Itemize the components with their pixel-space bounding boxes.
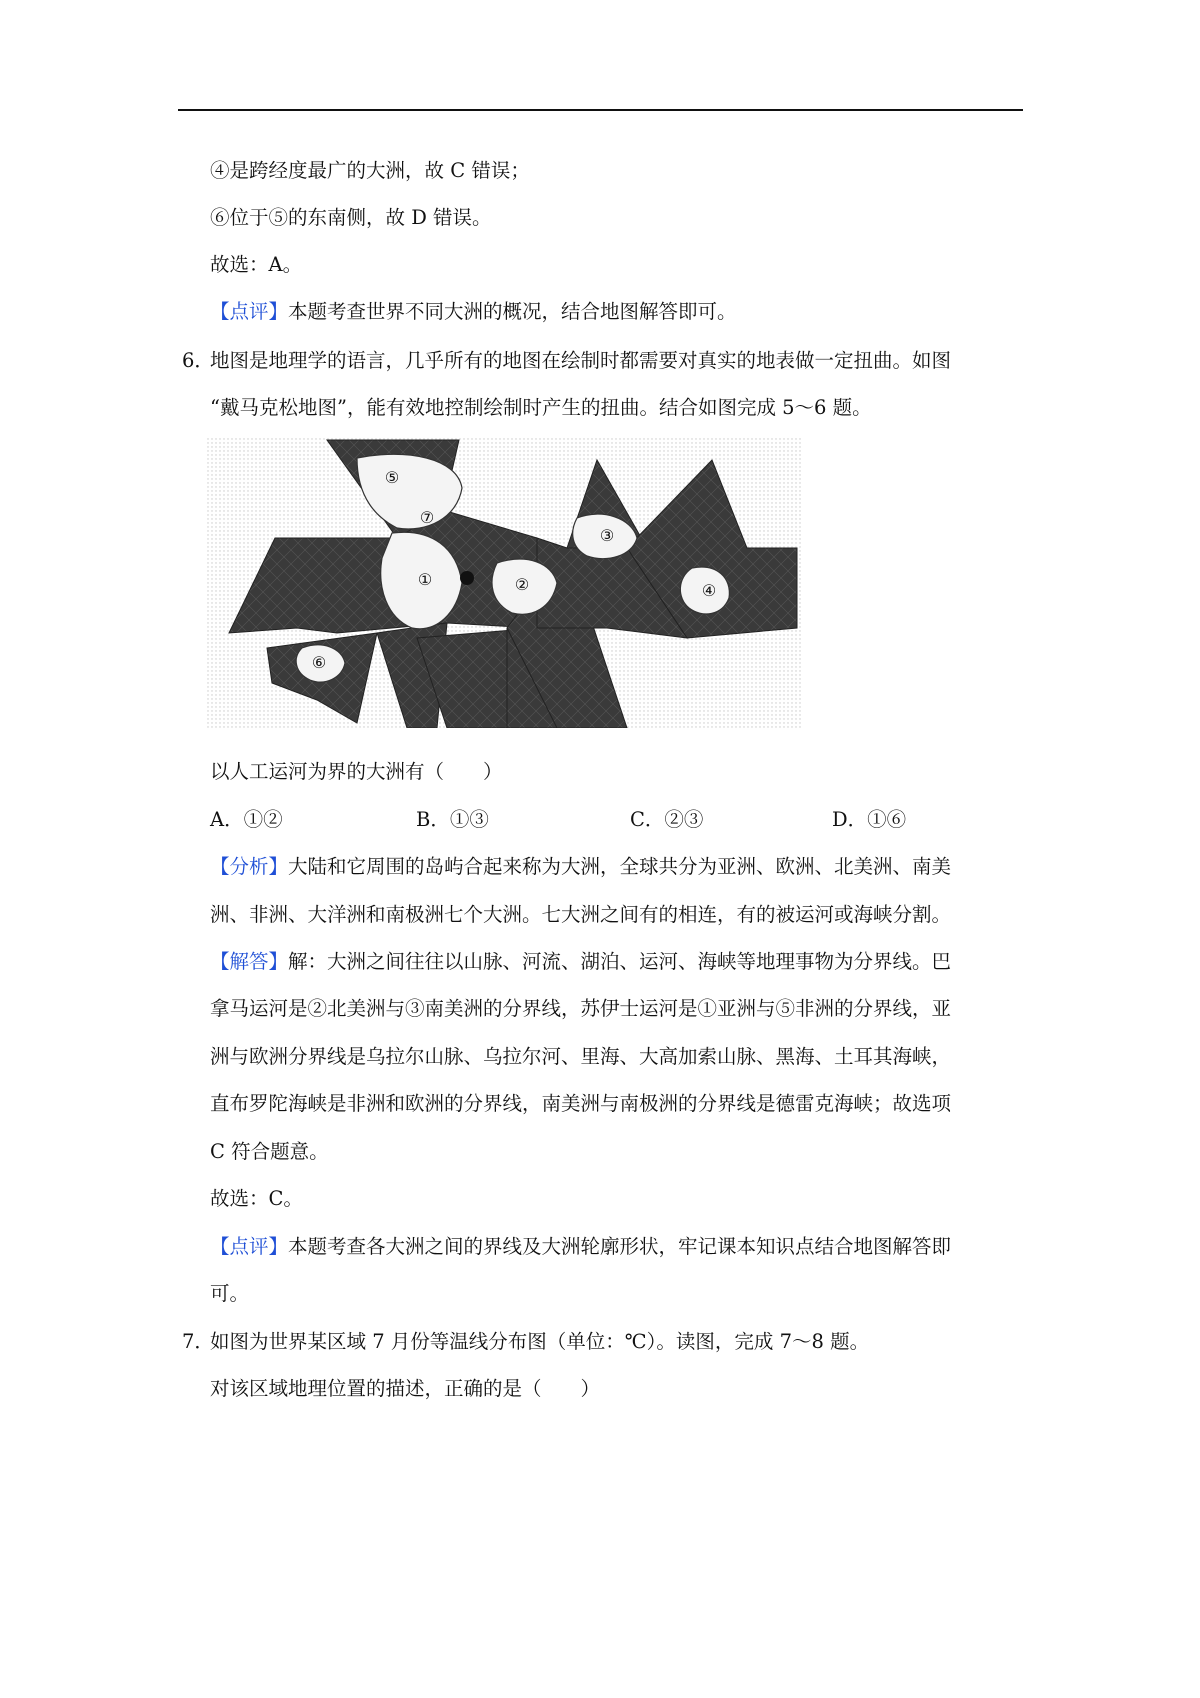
option-b-text: ①③ <box>449 808 489 831</box>
map-label-4: ④ <box>701 581 717 600</box>
prev-answer-line-d: ⑥位于⑤的东南侧，故 D 错误。 <box>210 206 492 229</box>
question-7-number: 7． <box>182 1330 214 1353</box>
option-c-letter: C． <box>630 808 665 831</box>
question-6-stem-line1: 地图是地理学的语言，几乎所有的地图在绘制时都需要对真实的地表做一定扭曲。如图 <box>210 349 952 372</box>
map-label-5: ⑤ <box>384 468 400 487</box>
analysis-line1 <box>210 855 951 879</box>
option-c-text: ②③ <box>664 808 704 831</box>
map-label-3: ③ <box>599 526 615 545</box>
option-d-text: ①⑥ <box>867 808 907 831</box>
comment-tag: 【点评】 <box>210 300 289 323</box>
comment-line2: 可。 <box>210 1282 250 1305</box>
analysis-line2: 洲、非洲、大洋洲和南极洲七个大洲。七大洲之间有的相连，有的被运河或海峡分割。 <box>210 903 952 926</box>
header-rule <box>178 109 1023 111</box>
map-label-2: ② <box>514 575 530 594</box>
question-7-question: 对该区域地理位置的描述，正确的是（ ） <box>210 1377 601 1400</box>
option-a-text: ①② <box>243 808 283 831</box>
solution-line5: C 符合题意。 <box>210 1140 329 1163</box>
question-6-choice: 故选：C。 <box>210 1187 303 1210</box>
solution-text-1: 解：大洲之间往往以山脉、河流、湖泊、运河、海峡等地理事物为分界线。巴 <box>288 950 952 973</box>
solution-line1 <box>210 950 951 974</box>
map-label-1: ① <box>417 570 433 589</box>
prev-answer-comment <box>210 300 737 324</box>
solution-line4: 直布罗陀海峡是非洲和欧洲的分界线，南美洲与南极洲的分界线是德雷克海峡；故选项 <box>210 1092 952 1115</box>
option-d-letter: D． <box>832 808 868 831</box>
option-b <box>416 808 489 832</box>
solution-line2: 拿马运河是②北美洲与③南美洲的分界线，苏伊士运河是①亚洲与⑤非洲的分界线，亚 <box>210 997 952 1020</box>
dymaxion-map <box>207 438 803 728</box>
analysis-text-1: 大陆和它周围的岛屿合起来称为大洲，全球共分为亚洲、欧洲、北美洲、南美 <box>288 855 952 878</box>
map-dark-spot <box>460 571 474 585</box>
analysis-tag: 【分析】 <box>210 855 289 878</box>
question-6-question: 以人工运河为界的大洲有（ ） <box>210 760 503 783</box>
prev-answer-line-c: ④是跨经度最广的大洲，故 C 错误； <box>210 159 530 182</box>
prev-answer-choice: 故选：A。 <box>210 253 303 276</box>
map-label-6: ⑥ <box>311 653 327 672</box>
comment-text-q6-1: 本题考查各大洲之间的界线及大洲轮廓形状，牢记课本知识点结合地图解答即 <box>288 1235 952 1258</box>
question-7-stem: 如图为世界某区域 7 月份等温线分布图（单位：℃）。读图，完成 7～8 题。 <box>210 1330 870 1353</box>
option-a <box>210 808 283 832</box>
option-a-letter: A． <box>210 808 244 831</box>
option-b-letter: B． <box>416 808 450 831</box>
comment-line1 <box>210 1235 951 1259</box>
comment-tag-q6: 【点评】 <box>210 1235 289 1258</box>
dymaxion-map-figure <box>207 438 803 728</box>
map-label-7: ⑦ <box>419 508 435 527</box>
question-6-stem-line2: “戴马克松地图”，能有效地控制绘制时产生的扭曲。结合如图完成 5～6 题。 <box>210 396 872 419</box>
solution-line3: 洲与欧洲分界线是乌拉尔山脉、乌拉尔河、里海、大高加索山脉、黑海、土耳其海峡， <box>210 1045 952 1068</box>
question-6-number: 6． <box>182 349 214 372</box>
option-d <box>832 808 906 832</box>
option-c <box>630 808 703 832</box>
comment-text: 本题考查世界不同大洲的概况，结合地图解答即可。 <box>288 300 737 323</box>
solution-tag: 【解答】 <box>210 950 289 973</box>
